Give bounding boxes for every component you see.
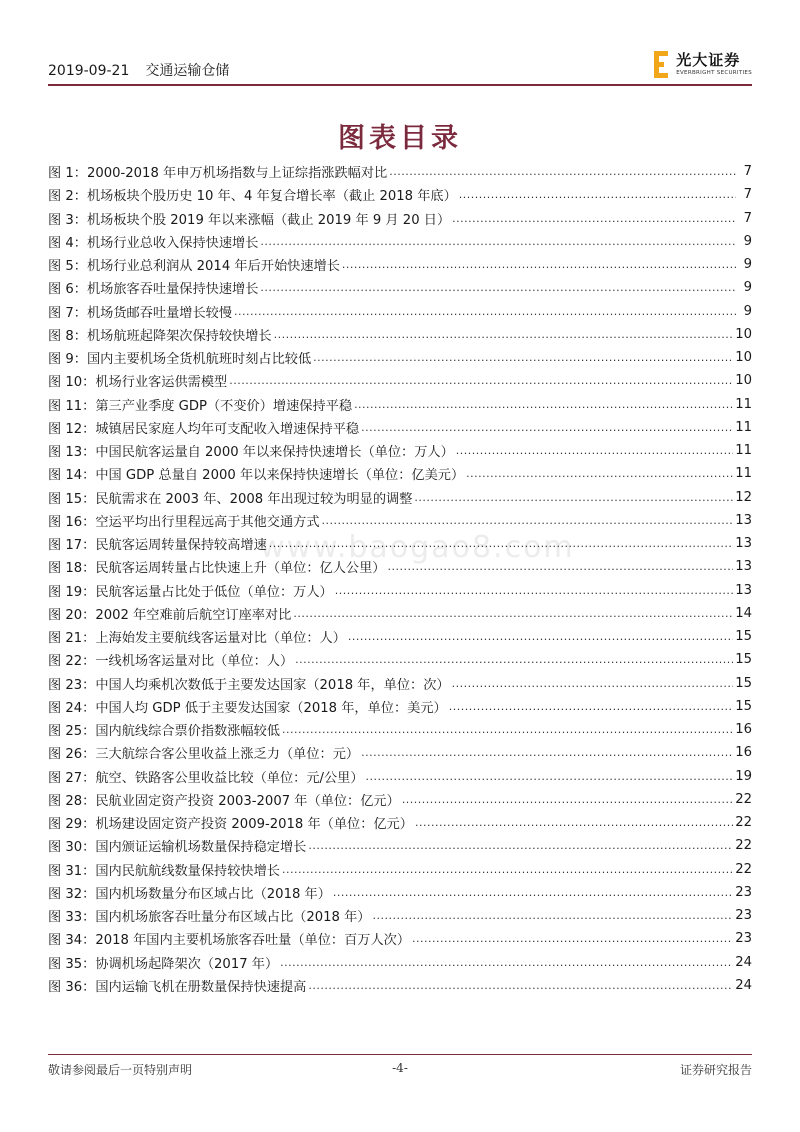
toc-entry-label: 图 15：民航需求在 2003 年、2008 年出现过较为明显的调整: [48, 491, 413, 507]
industry-label: 交通运输仓储: [145, 63, 230, 79]
toc-entry[interactable]: [48, 741, 752, 764]
toc-entry[interactable]: [48, 207, 752, 230]
table-of-figures: [48, 160, 752, 997]
page-number: -4-: [392, 1061, 408, 1075]
toc-entry[interactable]: [48, 416, 752, 439]
toc-leader-dots: [415, 816, 733, 829]
toc-entry-page: 9: [743, 303, 752, 319]
toc-entry-label: 图 14：中国 GDP 总量自 2000 年以来保持快速增长（单位：亿美元）: [48, 468, 465, 484]
toc-leader-dots: [313, 351, 733, 364]
toc-entry-label: 图 35：协调机场起降架次（2017 年）: [48, 956, 279, 972]
toc-leader-dots: [361, 421, 733, 434]
toc-entry-page: 23: [735, 931, 752, 947]
toc-entry-page: 10: [735, 326, 752, 342]
page-footer: [48, 1061, 752, 1079]
toc-leader-dots: [459, 188, 736, 201]
toc-entry-page: 14: [735, 605, 752, 621]
toc-entry[interactable]: [48, 369, 752, 392]
toc-entry-label: 图 34：2018 年国内主要机场旅客吞吐量（单位：百万人次）: [48, 933, 411, 949]
footer-divider: [48, 1054, 752, 1055]
toc-entry-label: 图 4：机场行业总收入保持快速增长: [48, 235, 259, 251]
toc-entry-label: 图 32：国内机场数量分布区域占比（2018 年）: [48, 886, 331, 902]
toc-entry-label: 图 36：国内运输飞机在册数量保持快速提高: [48, 979, 307, 995]
toc-leader-dots: [260, 281, 736, 294]
toc-entry-label: 图 19：民航客运量占比处于低位（单位：万人）: [48, 584, 333, 600]
toc-leader-dots: [412, 932, 733, 945]
toc-leader-dots: [366, 770, 734, 783]
toc-entry-page: 16: [735, 745, 752, 761]
toc-entry-page: 7: [743, 164, 752, 180]
toc-leader-dots: [293, 607, 733, 620]
toc-entry[interactable]: [48, 648, 752, 671]
toc-entry-page: 10: [735, 350, 752, 366]
toc-entry-label: 图 30：国内颁证运输机场数量保持稳定增长: [48, 840, 307, 856]
toc-entry-page: 19: [735, 768, 752, 784]
toc-entry-page: 13: [735, 512, 752, 528]
toc-entry[interactable]: [48, 253, 752, 276]
toc-leader-dots: [308, 839, 733, 852]
footer-disclaimer: 敬请参阅最后一页特别声明: [48, 1063, 193, 1077]
toc-entry-label: 图 33：国内机场旅客吞吐量分布区域占比（2018 年）: [48, 910, 371, 926]
toc-entry-page: 13: [735, 582, 752, 598]
toc-entry-page: 9: [743, 233, 752, 249]
toc-leader-dots: [282, 863, 733, 876]
toc-entry-label: 图 17：民航客运周转量保持较高增速: [48, 538, 267, 554]
toc-entry-page: 10: [735, 373, 752, 389]
toc-entry[interactable]: [48, 579, 752, 602]
toc-entry[interactable]: [48, 462, 752, 485]
report-date: 2019-09-21: [48, 63, 130, 79]
toc-entry[interactable]: [48, 788, 752, 811]
toc-entry[interactable]: [48, 532, 752, 555]
toc-entry-label: 图 22：一线机场客运量对比（单位：人）: [48, 654, 294, 670]
toc-entry-label: 图 5：机场行业总利润从 2014 年后开始快速增长: [48, 259, 340, 275]
toc-entry[interactable]: [48, 555, 752, 578]
toc-leader-dots: [308, 979, 733, 992]
toc-entry-page: 11: [735, 443, 752, 459]
toc-entry-label: 图 10：机场行业客运供需模型: [48, 375, 228, 391]
watermark: www.baogao8.com: [260, 530, 575, 565]
toc-leader-dots: [402, 793, 733, 806]
toc-entry[interactable]: [48, 393, 752, 416]
toc-entry-label: 图 13：中国民航客运量自 2000 年以来保持快速增长（单位：万人）: [48, 445, 454, 461]
footer-report-type: 证券研究报告: [679, 1063, 752, 1077]
toc-entry[interactable]: [48, 881, 752, 904]
toc-entry[interactable]: [48, 183, 752, 206]
toc-entry-page: 11: [735, 419, 752, 435]
toc-leader-dots: [387, 560, 733, 573]
toc-entry[interactable]: [48, 951, 752, 974]
toc-entry[interactable]: [48, 439, 752, 462]
toc-entry-label: 图 6：机场旅客吞吐量保持快速增长: [48, 282, 259, 298]
toc-entry-page: 7: [743, 187, 752, 203]
toc-leader-dots: [234, 305, 736, 318]
toc-entry-label: 图 20：2002 年空难前后航空订座率对比: [48, 607, 292, 623]
toc-entry-page: 16: [735, 722, 752, 738]
toc-leader-dots: [282, 723, 733, 736]
toc-entry-label: 图 23：中国人均乘机次数低于主要发达国家（2018 年，单位：次）: [48, 677, 450, 693]
toc-entry-page: 15: [735, 675, 752, 691]
toc-entry-page: 23: [735, 884, 752, 900]
toc-entry-label: 图 3：机场板块个股 2019 年以来涨幅（截止 2019 年 9 月 20 日）: [48, 212, 451, 228]
toc-entry[interactable]: [48, 858, 752, 881]
toc-entry[interactable]: [48, 230, 752, 253]
header-divider: [48, 84, 752, 86]
toc-entry[interactable]: [48, 834, 752, 857]
toc-entry-label: 图 18：民航客运周转量占比快速上升（单位：亿人公里）: [48, 561, 386, 577]
toc-entry-page: 23: [735, 908, 752, 924]
toc-leader-dots: [333, 886, 733, 899]
toc-entry-page: 22: [735, 791, 752, 807]
toc-entry-label: 图 2：机场板块个股历史 10 年、4 年复合增长率（截止 2018 年底）: [48, 189, 457, 205]
toc-leader-dots: [414, 491, 733, 504]
toc-leader-dots: [452, 212, 736, 225]
toc-leader-dots: [456, 444, 733, 457]
toc-entry-page: 9: [743, 257, 752, 273]
toc-entry-label: 图 7：机场货邮吞吐量增长较慢: [48, 305, 233, 321]
toc-leader-dots: [452, 677, 734, 690]
toc-entry[interactable]: [48, 765, 752, 788]
toc-entry[interactable]: [48, 323, 752, 346]
toc-leader-dots: [348, 630, 733, 643]
toc-leader-dots: [389, 165, 736, 178]
toc-entry[interactable]: [48, 346, 752, 369]
toc-entry-page: 24: [735, 954, 752, 970]
toc-entry-label: 图 25：国内航线综合票价指数涨幅较低: [48, 724, 280, 740]
toc-entry-page: 15: [735, 698, 752, 714]
toc-entry[interactable]: [48, 509, 752, 532]
toc-leader-dots: [335, 584, 733, 597]
toc-entry-label: 图 28：民航业固定资产投资 2003-2007 年（单位：亿元）: [48, 793, 400, 809]
toc-entry[interactable]: [48, 625, 752, 648]
toc-entry-label: 图 1：2000-2018 年申万机场指数与上证综指涨跌幅对比: [48, 166, 388, 182]
toc-leader-dots: [295, 653, 733, 666]
toc-entry[interactable]: [48, 486, 752, 509]
toc-entry-page: 15: [735, 652, 752, 668]
toc-entry-label: 图 27：航空、铁路客公里收益比较（单位：元/公里）: [48, 770, 364, 786]
toc-entry-label: 图 12：城镇居民家庭人均年可支配收入增速保持平稳: [48, 421, 360, 437]
toc-entry-label: 图 31：国内民航航线数量保持较快增长: [48, 863, 280, 879]
toc-entry-label: 图 24：中国人均 GDP 低于主要发达国家（2018 年，单位：美元）: [48, 700, 447, 716]
page-title: 图表目录: [338, 123, 462, 154]
toc-entry[interactable]: [48, 927, 752, 950]
toc-leader-dots: [322, 514, 734, 527]
toc-entry[interactable]: [48, 160, 752, 183]
company-logo: [654, 48, 752, 82]
toc-entry-page: 7: [743, 210, 752, 226]
page-header: [48, 44, 752, 84]
toc-entry[interactable]: [48, 602, 752, 625]
toc-entry-label: 图 29：机场建设固定资产投资 2009-2018 年（单位：亿元）: [48, 817, 413, 833]
logo-name-cn: 光大证券: [676, 51, 741, 70]
toc-entry-page: 13: [735, 559, 752, 575]
toc-leader-dots: [372, 909, 733, 922]
toc-entry[interactable]: [48, 672, 752, 695]
toc-entry-page: 24: [735, 977, 752, 993]
toc-entry[interactable]: [48, 904, 752, 927]
toc-leader-dots: [229, 374, 733, 387]
toc-entry-page: 9: [743, 280, 752, 296]
toc-leader-dots: [354, 398, 733, 411]
toc-leader-dots: [342, 258, 736, 271]
toc-entry-page: 22: [735, 838, 752, 854]
toc-entry-page: 11: [735, 396, 752, 412]
toc-entry[interactable]: [48, 695, 752, 718]
toc-entry-page: 22: [735, 861, 752, 877]
toc-entry-page: 11: [735, 466, 752, 482]
toc-entry[interactable]: [48, 974, 752, 997]
toc-entry-label: 图 21：上海始发主要航线客运量对比（单位：人）: [48, 631, 346, 647]
toc-entry-label: 图 11：第三产业季度 GDP（不变价）增速保持平稳: [48, 398, 353, 414]
logo-mark-icon: [654, 51, 670, 79]
toc-entry-label: 图 9：国内主要机场全货机航班时刻占比较低: [48, 352, 312, 368]
toc-entry-page: 12: [735, 489, 752, 505]
toc-entry-label: 图 8：机场航班起降架次保持较快增长: [48, 328, 272, 344]
toc-leader-dots: [449, 700, 733, 713]
toc-leader-dots: [280, 956, 733, 969]
toc-entry[interactable]: [48, 300, 752, 323]
header-meta: [48, 60, 229, 80]
toc-entry-label: 图 16：空运平均出行里程远高于其他交通方式: [48, 514, 320, 530]
toc-leader-dots: [466, 467, 733, 480]
toc-entry-page: 13: [735, 536, 752, 552]
toc-leader-dots: [361, 746, 733, 759]
toc-entry-page: 15: [735, 629, 752, 645]
toc-leader-dots: [269, 537, 733, 550]
toc-entry[interactable]: [48, 718, 752, 741]
toc-entry[interactable]: [48, 811, 752, 834]
toc-leader-dots: [260, 235, 736, 248]
toc-entry-label: 图 26：三大航综合客公里收益上涨乏力（单位：元）: [48, 747, 360, 763]
toc-entry[interactable]: [48, 276, 752, 299]
toc-leader-dots: [274, 328, 734, 341]
toc-entry-page: 22: [735, 815, 752, 831]
logo-name-en: EVERBRIGHT SECURITIES: [676, 70, 752, 77]
